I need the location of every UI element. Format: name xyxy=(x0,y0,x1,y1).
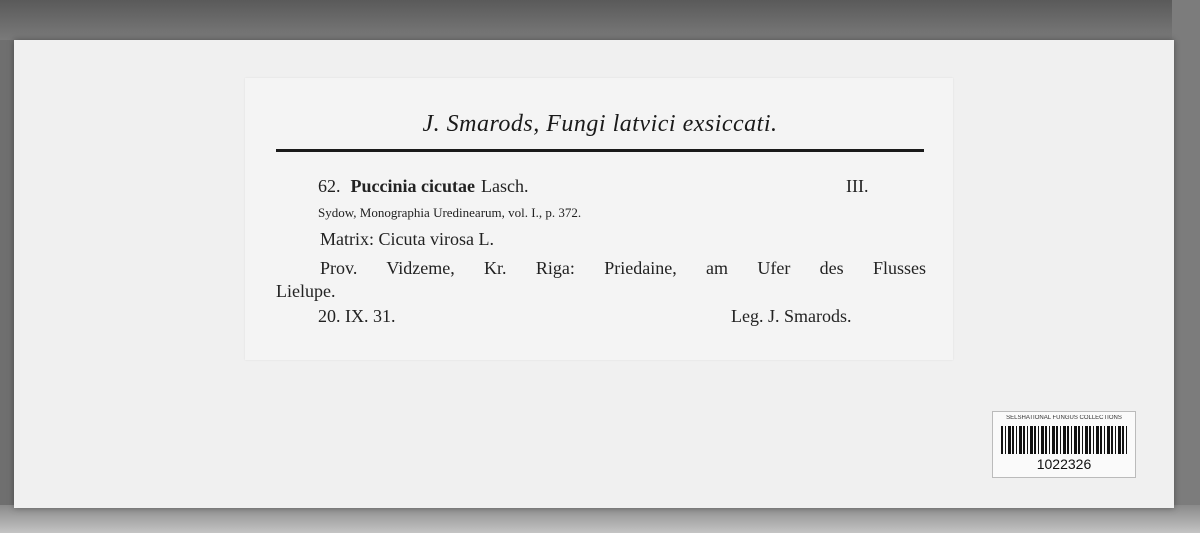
title-divider xyxy=(276,149,924,152)
barcode-number: 1022326 xyxy=(1036,456,1092,472)
locality-line-2: Lielupe. xyxy=(276,281,336,301)
barcode-label xyxy=(992,411,1136,478)
species-author: Lasch. xyxy=(480,176,529,196)
background-top xyxy=(0,0,1200,40)
locality-line-1: Prov. Vidzeme, Kr. Riga: Priedaine, am Ufer des Flusses xyxy=(320,258,926,278)
reference-citation: Sydow, Monographia Uredinearum, vol. I., p. 372. xyxy=(318,205,582,220)
barcode-header: SELSHATIONAL FUNGUS COLLECTIONS xyxy=(1006,415,1122,421)
specimen-number: 62. xyxy=(318,176,341,196)
background-right xyxy=(1172,0,1200,533)
collector: Leg. J. Smarods. xyxy=(731,306,852,326)
background-bottom xyxy=(0,505,1200,533)
spore-stage: III. xyxy=(846,176,869,196)
species-line xyxy=(318,176,528,197)
barcode-icon xyxy=(1001,426,1127,454)
species-name: Puccinia cicutae xyxy=(350,176,475,196)
matrix-line: Matrix: Cicuta virosa L. xyxy=(320,229,494,249)
label-title: J. Smarods, Fungi latvici exsiccati. xyxy=(422,111,778,137)
collection-date: 20. IX. 31. xyxy=(318,306,396,326)
